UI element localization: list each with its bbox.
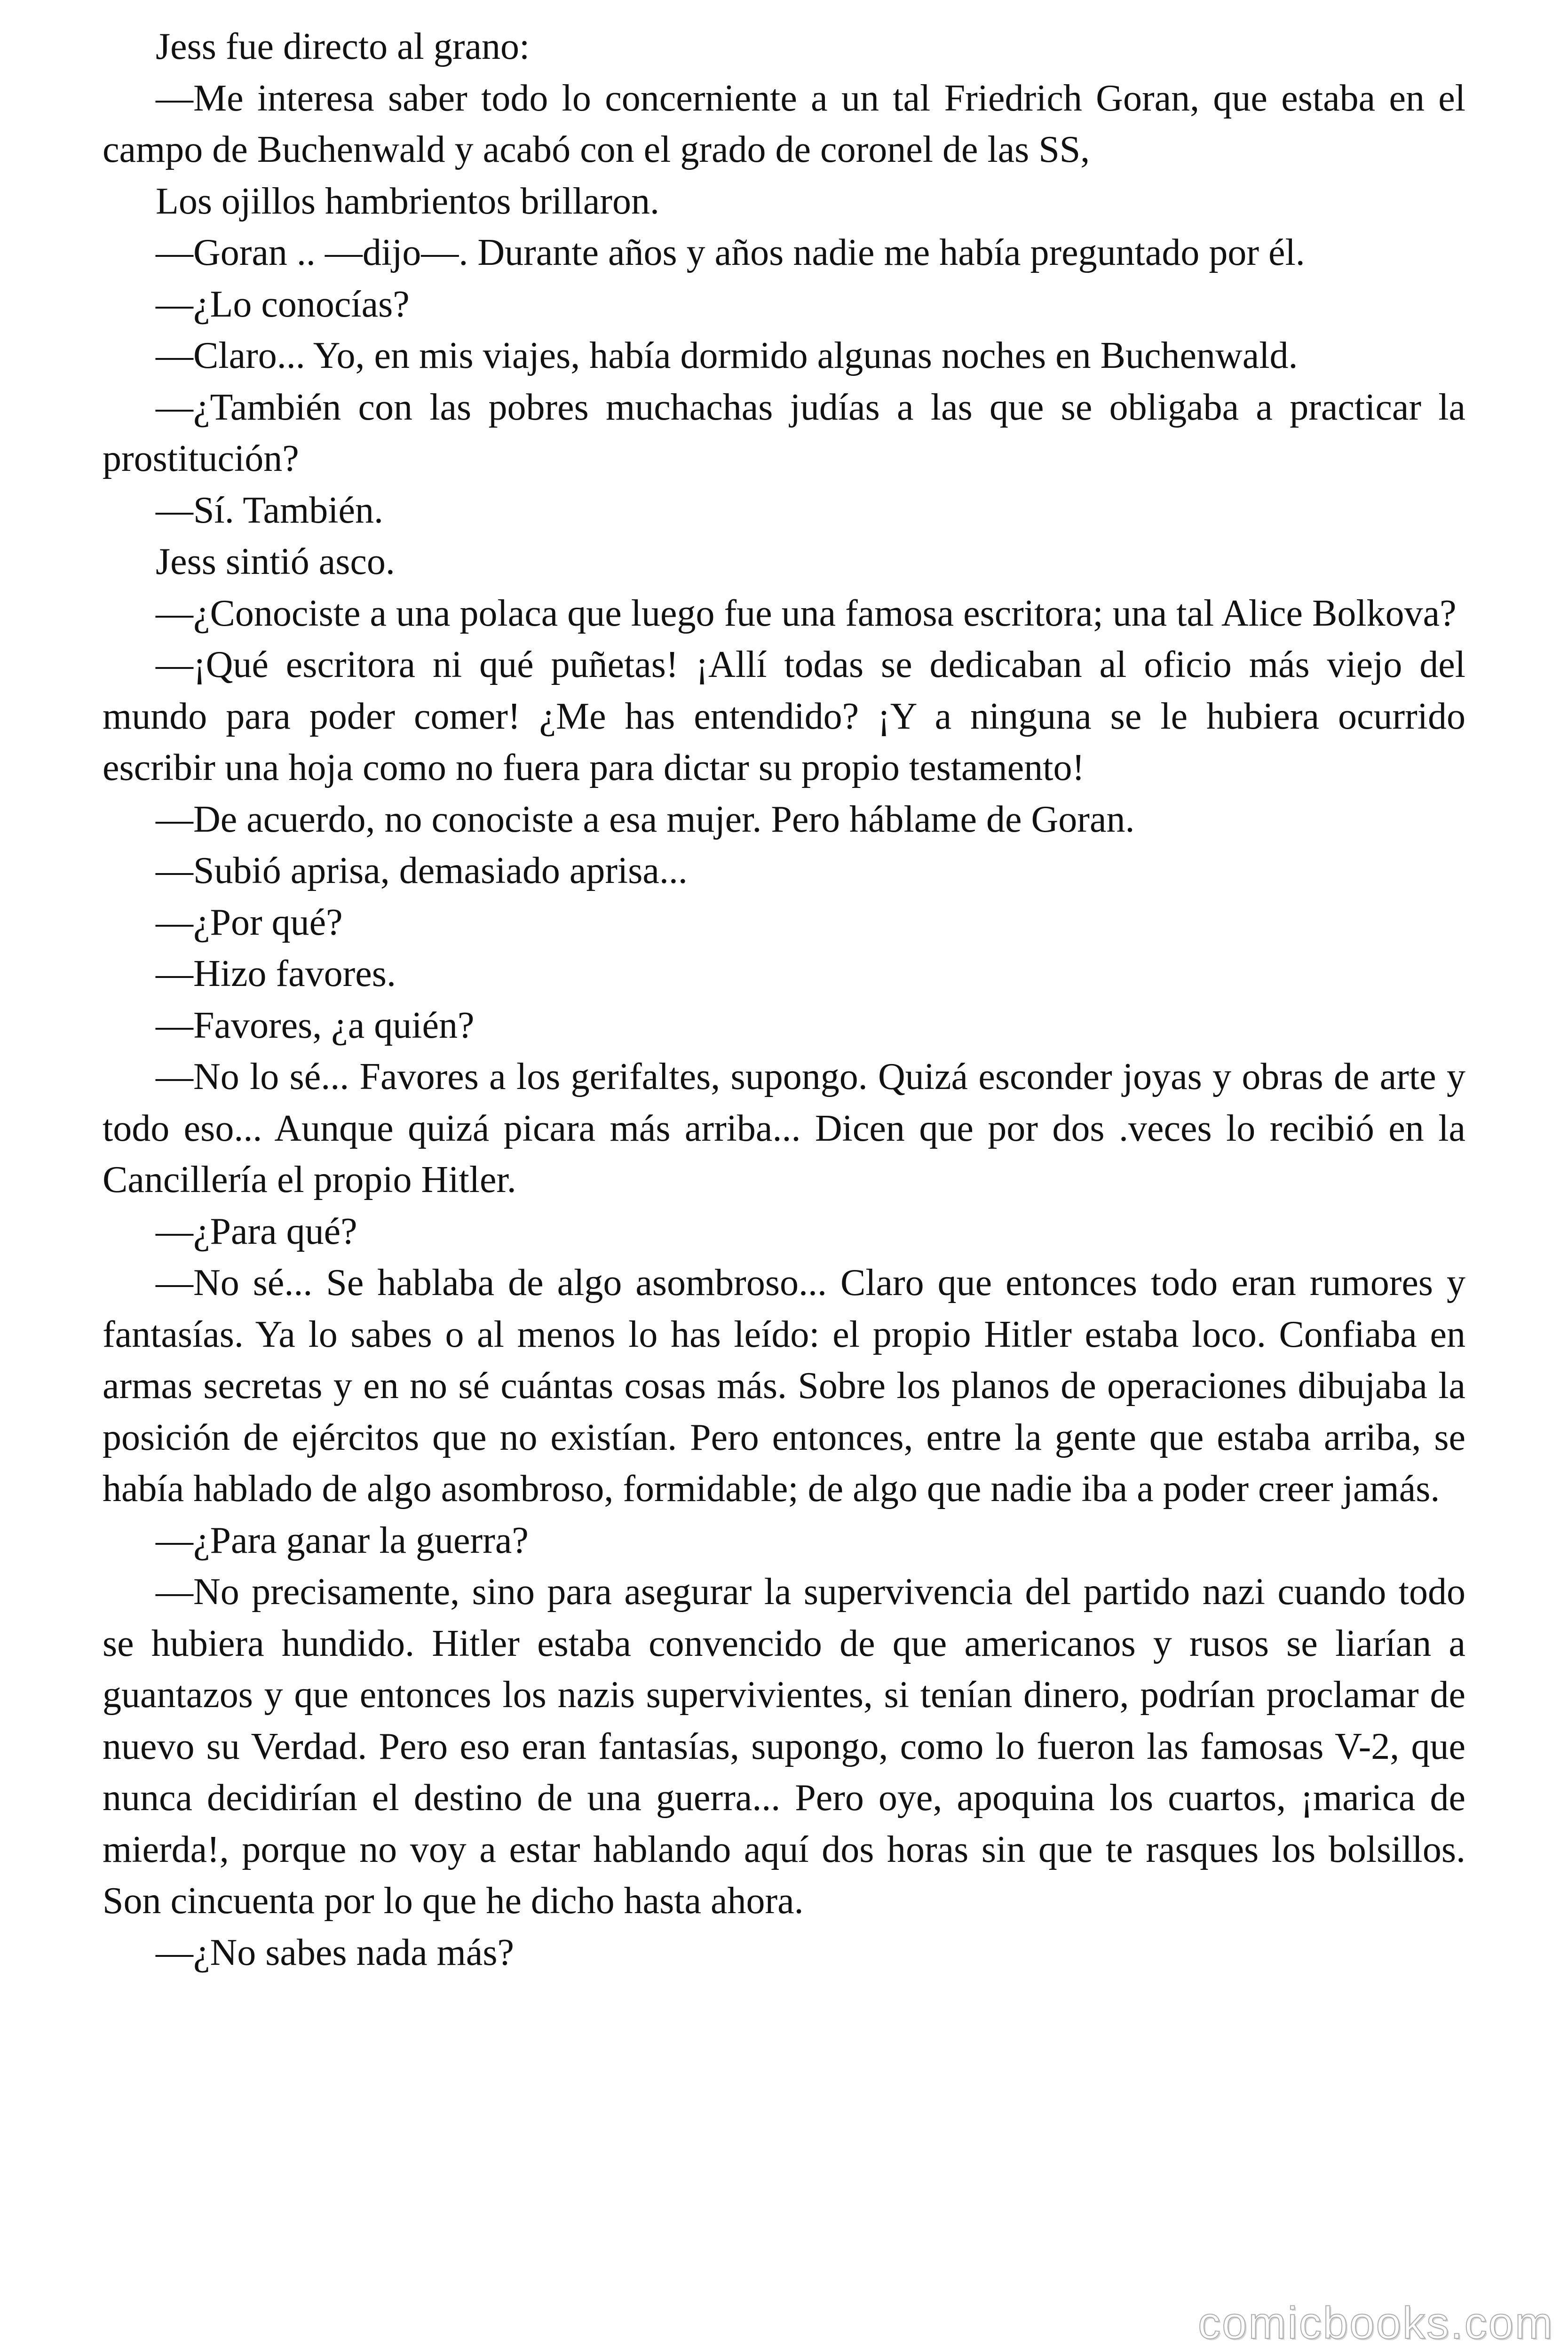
paragraph: —¿No sabes nada más? (156, 1931, 514, 1973)
paragraph: Jess sintió asco. (156, 541, 395, 582)
paragraph: —De acuerdo, no conociste a esa mujer. Pero háblame de Goran. (156, 798, 1135, 840)
paragraph: —No lo sé... Favores a los gerifaltes, supongo. Quizá esconder joyas y obras de arte y todo eso... Aunque quizá picara más arriba... Dicen que por dos .veces lo recibió en la Cancillería el propio Hitler. (103, 1056, 1465, 1200)
paragraph: —¿Para ganar la guerra? (156, 1519, 529, 1561)
watermark: comicbooks.com (1198, 2298, 1554, 2348)
paragraph: —¿Lo conocías? (156, 283, 410, 325)
paragraph: —No precisamente, sino para asegurar la supervivencia del partido nazi cuando todo se hubiera hundido. Hitler estaba convencido de que americanos y rusos se liarían a guantazos y que entonces los nazis supervivientes, si tenían dinero, podrían proclamar de nuevo su Verdad. Pero eso eran fantasías, supongo, como lo fueron las famosas V-2, que nunca decidirían el destino de una guerra... Pero oye, apoquina los cuartos, ¡marica de mierda!, porque no voy a estar hablando aquí dos horas sin que te rasques los bolsillos. Son cincuenta por lo que he dicho hasta ahora. (103, 1571, 1465, 1922)
book-page-text (103, 21, 1465, 1979)
paragraph: —Goran .. —dijo—. Durante años y años nadie me había preguntado por él. (156, 232, 1305, 273)
paragraph: —Hizo favores. (156, 953, 396, 994)
paragraph: —Subió aprisa, demasiado aprisa... (156, 850, 688, 891)
paragraph: —Claro... Yo, en mis viajes, había dormido algunas noches en Buchenwald. (156, 335, 1298, 376)
paragraph: —¿Por qué? (156, 901, 343, 943)
paragraph: —¿Conociste a una polaca que luego fue una famosa escritora; una tal Alice Bolkova? (156, 592, 1457, 634)
paragraph: —¿Para qué? (156, 1210, 357, 1252)
paragraph: —Me interesa saber todo lo concerniente a un tal Friedrich Goran, que estaba en el campo de Buchenwald y acabó con el grado de coronel de las SS, (103, 77, 1465, 170)
paragraph: —¿También con las pobres muchachas judías a las que se obligaba a practicar la prostitución? (103, 386, 1465, 479)
paragraph: —¡Qué escritora ni qué puñetas! ¡Allí todas se dedicaban al oficio más viejo del mundo para poder comer! ¿Me has entendido? ¡Y a ninguna se le hubiera ocurrido escribir una hoja como no fuera para dictar su propio testamento! (103, 644, 1465, 788)
paragraph: —Sí. También. (156, 489, 384, 531)
paragraph: —No sé... Se hablaba de algo asombroso... Claro que entonces todo eran rumores y fantasías. Ya lo sabes o al menos lo has leído: el propio Hitler estaba loco. Confiaba en armas secretas y en no sé cuántas cosas más. Sobre los planos de operaciones dibujaba la posición de ejércitos que no existían. Pero entonces, entre la gente que estaba arriba, se había hablado de algo asombroso, formidable; de algo que nadie iba a poder creer jamás. (103, 1262, 1465, 1510)
paragraph: Los ojillos hambrientos brillaron. (156, 180, 659, 222)
paragraph: —Favores, ¿a quién? (156, 1004, 475, 1046)
paragraph: Jess fue directo al grano: (156, 26, 530, 67)
